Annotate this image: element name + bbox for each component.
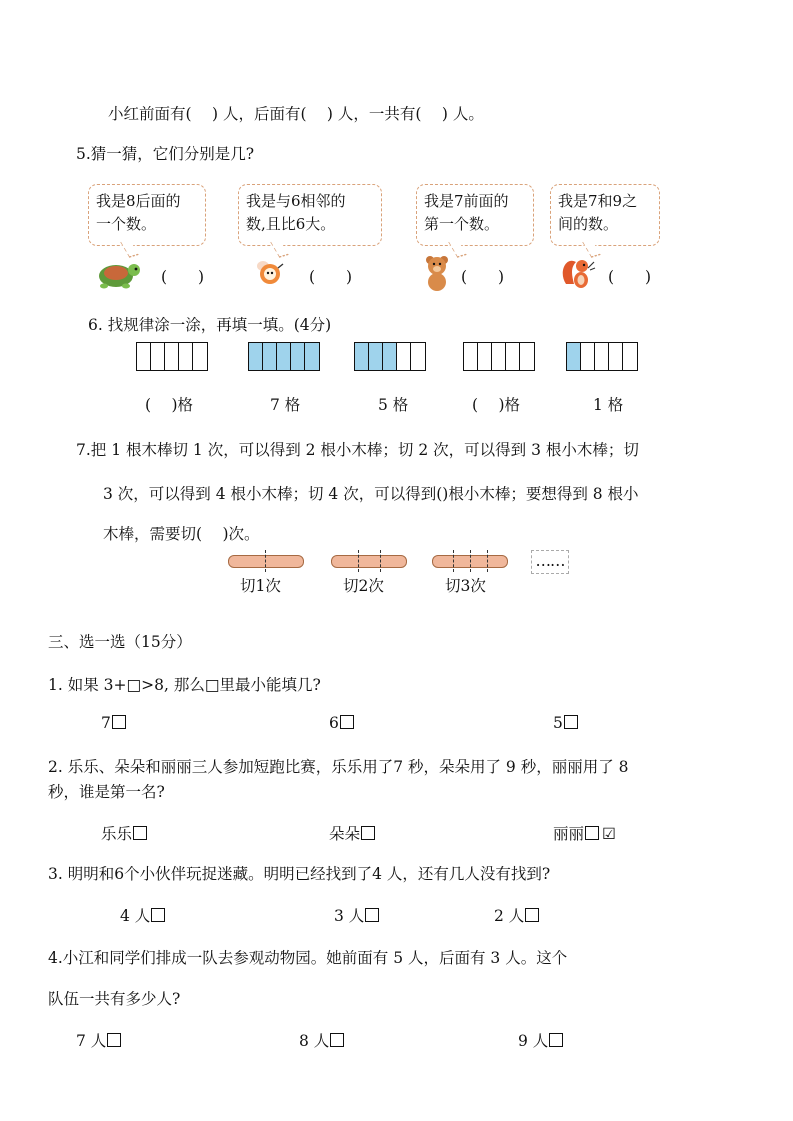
empty-cell[interactable] (151, 343, 165, 370)
empty-cell[interactable] (492, 343, 506, 370)
wood-stick (432, 555, 508, 568)
empty-cell[interactable] (193, 343, 207, 370)
bubble-line: 间的数。 (558, 215, 619, 233)
speech-bubble (550, 184, 660, 246)
speech-bubble (238, 184, 382, 246)
grid-label: 7 格 (270, 396, 301, 414)
q4-answer-line: 小红前面有( ) 人，后面有( ) 人，一共有( ) 人。 (108, 105, 484, 123)
empty-cell[interactable] (581, 343, 595, 370)
empty-cell[interactable] (137, 343, 151, 370)
checkbox[interactable] (525, 908, 539, 922)
section-title: 三、选一选（15分） (48, 633, 192, 651)
empty-cell[interactable] (411, 343, 425, 370)
filled-cell[interactable] (291, 343, 305, 370)
pattern-grid[interactable] (463, 342, 535, 371)
question-text: 3. 明明和6个小伙伴玩捉迷藏。明明已经找到了4 人，还有几人没有找到? (48, 865, 551, 883)
empty-cell[interactable] (464, 343, 478, 370)
checkbox[interactable] (365, 908, 379, 922)
checkbox[interactable] (361, 826, 375, 840)
option[interactable]: 2 人 (494, 904, 539, 926)
bubble-line: 一个数。 (96, 215, 157, 233)
speech-bubble (88, 184, 206, 246)
filled-cell[interactable] (263, 343, 277, 370)
cut-mark (265, 550, 266, 572)
cut-label: 切1次 (240, 577, 281, 595)
filled-cell[interactable] (305, 343, 319, 370)
cut-label: 切2次 (343, 577, 384, 595)
option[interactable]: 丽丽 ☑ (553, 825, 616, 843)
question-text: 1. 如果 3+□>8, 那么□里最小能填几? (48, 676, 321, 694)
filled-cell[interactable] (383, 343, 397, 370)
cut-mark (470, 550, 471, 572)
bubble-line: 第一个数。 (424, 215, 500, 233)
q7-line: 木棒，需要切( )次。 (103, 525, 260, 543)
option[interactable]: 4 人 (120, 904, 165, 926)
checkbox[interactable] (564, 715, 578, 729)
grid-label: 1 格 (593, 396, 624, 414)
speech-bubble (416, 184, 534, 246)
checkbox[interactable] (112, 715, 126, 729)
cut-label: 切3次 (445, 577, 486, 595)
empty-cell[interactable] (478, 343, 492, 370)
answer-blank[interactable]: ( ) (309, 268, 353, 286)
pattern-grid[interactable] (566, 342, 638, 371)
empty-cell[interactable] (520, 343, 534, 370)
q7-line: 3 次，可以得到 4 根小木棒；切 4 次，可以得到()根小木棒；要想得到 8 根小 (103, 485, 639, 503)
pattern-grid[interactable] (248, 342, 320, 371)
bubble-line: 数,且比6大。 (246, 215, 336, 233)
checkbox[interactable] (549, 1033, 563, 1047)
empty-cell[interactable] (595, 343, 609, 370)
checkbox[interactable] (151, 908, 165, 922)
bee-icon (254, 258, 286, 288)
bubble-line: 我是7和9之 (558, 192, 638, 210)
filled-cell[interactable] (277, 343, 291, 370)
q5-title: 5.猜一猜，它们分别是几? (76, 145, 255, 163)
option[interactable]: 7 (101, 714, 126, 732)
question-text: 4.小江和同学们排成一队去参观动物园。她前面有 5 人，后面有 3 人。这个 (48, 949, 568, 967)
checked-checkbox[interactable]: ☑ (602, 825, 616, 843)
q7-line: 7.把 1 根木棒切 1 次，可以得到 2 根小木棒；切 2 次，可以得到 3 根小木棒；切 (76, 441, 639, 459)
answer-blank[interactable]: ( ) (608, 268, 652, 286)
cut-mark (487, 550, 488, 572)
q6-title: 6. 找规律涂一涂，再填一填。(4分) (88, 316, 332, 334)
option[interactable]: 6 (329, 714, 354, 732)
wood-stick (331, 555, 407, 568)
wood-stick (228, 555, 304, 568)
empty-cell[interactable] (179, 343, 193, 370)
filled-cell[interactable] (355, 343, 369, 370)
empty-cell[interactable] (609, 343, 623, 370)
filled-cell[interactable] (249, 343, 263, 370)
answer-blank[interactable]: ( ) (461, 268, 505, 286)
pattern-grid[interactable] (136, 342, 208, 371)
turtle-icon (94, 256, 144, 290)
bubble-line: 我是7前面的 (424, 192, 509, 210)
cut-mark (453, 550, 454, 572)
checkbox[interactable] (585, 826, 599, 840)
bubble-line: 我是8后面的 (96, 192, 181, 210)
checkbox[interactable] (133, 826, 147, 840)
filled-cell[interactable] (567, 343, 581, 370)
option[interactable]: 7 人 (76, 1029, 121, 1051)
grid-label: 5 格 (378, 396, 409, 414)
empty-cell[interactable] (623, 343, 637, 370)
option[interactable]: 3 人 (334, 904, 379, 926)
checkbox[interactable] (340, 715, 354, 729)
question-text: 秒，谁是第一名? (48, 783, 165, 801)
cut-mark (380, 550, 381, 572)
checkbox[interactable] (107, 1033, 121, 1047)
cut-mark (358, 550, 359, 572)
squirrel-icon (560, 254, 596, 290)
answer-blank[interactable]: ( ) (161, 268, 205, 286)
ellipsis: …… (531, 550, 569, 574)
grid-label: ( )格 (472, 396, 521, 414)
bear-icon (424, 254, 450, 292)
option[interactable]: 9 人 (518, 1029, 563, 1051)
question-text: 2. 乐乐、朵朵和丽丽三人参加短跑比赛，乐乐用了7 秒，朵朵用了 9 秒，丽丽用了 8 (48, 758, 629, 776)
empty-cell[interactable] (506, 343, 520, 370)
option[interactable]: 5 (553, 714, 578, 732)
empty-cell[interactable] (165, 343, 179, 370)
question-text: 队伍一共有多少人? (48, 990, 181, 1008)
option[interactable]: 乐乐 (101, 822, 147, 844)
option[interactable]: 朵朵 (329, 822, 375, 844)
option[interactable]: 8 人 (299, 1029, 344, 1051)
filled-cell[interactable] (369, 343, 383, 370)
bubble-line: 我是与6相邻的 (246, 192, 346, 210)
pattern-grid[interactable] (354, 342, 426, 371)
empty-cell[interactable] (397, 343, 411, 370)
checkbox[interactable] (330, 1033, 344, 1047)
grid-label: ( )格 (145, 396, 194, 414)
